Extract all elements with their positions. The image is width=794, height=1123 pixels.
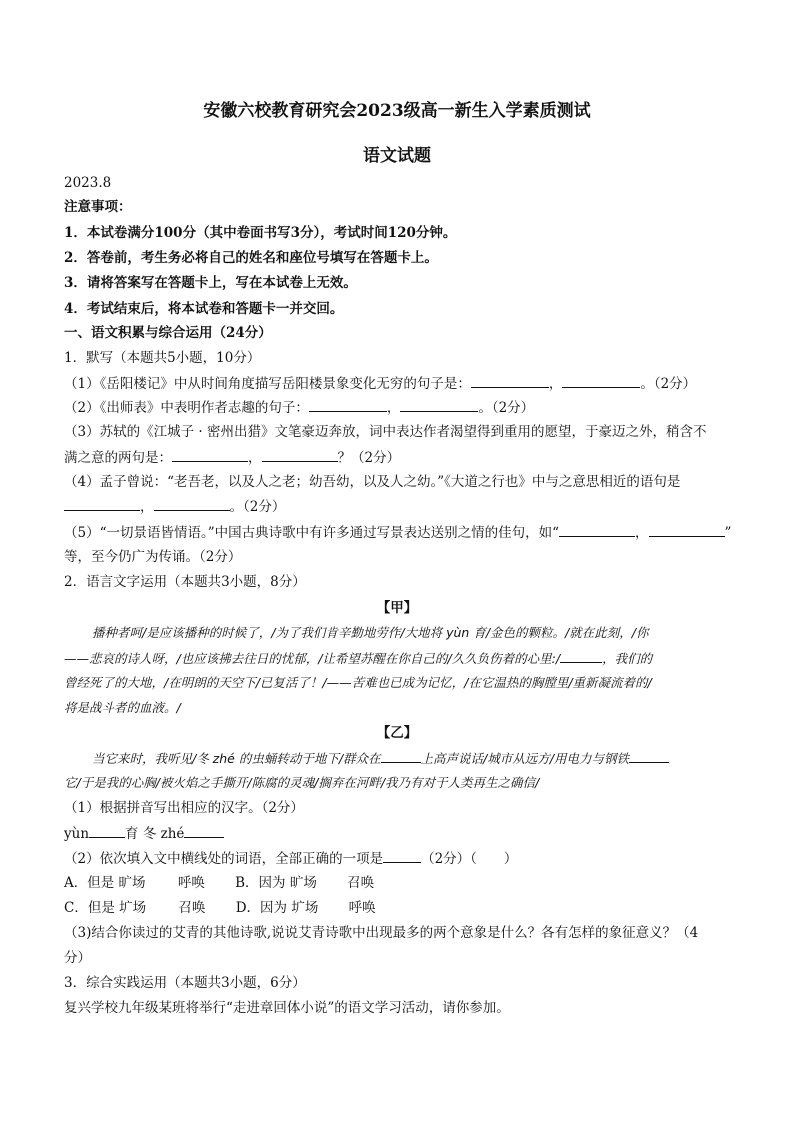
question-text: 等，至今仍广为传诵。（2分）: [64, 549, 242, 565]
passage-label-yi: 【乙】: [376, 725, 418, 741]
exam-subtitle: 语文试题: [363, 146, 431, 166]
question-text: （2）依次填入文中横线处的词语，全部正确的一项是: [64, 851, 384, 867]
option-row: [64, 898, 736, 918]
option-b-2: 召唤: [347, 875, 375, 891]
answer-blank: [471, 373, 549, 388]
answer-blank: [381, 748, 421, 763]
section-heading: 一、语文积累与综合运用（24分）: [64, 325, 272, 341]
option-c: C．但是 圹场: [64, 900, 147, 916]
exam-date: 2023.8: [64, 175, 112, 191]
option-b: B．因为 旷场: [235, 875, 317, 891]
question-text: ”: [724, 525, 732, 541]
answer-blank: [400, 397, 478, 412]
option-a-2: 呼唤: [177, 875, 205, 891]
question-text: 。（2分）: [478, 400, 535, 416]
note-item: 1．本试卷满分100分（其中卷面书写3分），考试时间120分钟。: [64, 225, 457, 241]
pinyin: yùn: [64, 826, 90, 842]
poem-text: ——悲哀的诗人呀，/也应该拂去往日的忧郁，/让希望苏醒在你自己的/久久负伤着的心里:/: [64, 651, 561, 666]
question-line: [64, 496, 736, 517]
note-item: 4．考试结束后，将本试卷和答题卡一并交回。: [64, 301, 344, 317]
option-d-2: 呼唤: [348, 900, 376, 916]
pinyin: 育 冬 zhé: [125, 826, 185, 842]
question-title: 3．综合实践运用（本题共3小题，6分）: [64, 975, 306, 991]
answer-blank: [383, 848, 421, 863]
option-c-2: 召唤: [178, 900, 206, 916]
question-line: [64, 522, 736, 543]
question-text: ？（2分）: [337, 450, 401, 466]
note-item: 3．请将答案写在答题卡上，写在本试卷上无效。: [64, 275, 357, 291]
answer-blank: [89, 823, 125, 838]
poem-line: 曾经死了的大地，/在明朗的天空下/已复活了！/——苦难也已成为记忆，/在它温热的胸膛里/重新凝流着的/: [64, 675, 652, 690]
punct: ，: [140, 499, 154, 515]
question-title: 2．语言文字运用（本题共3小题，8分）: [64, 574, 306, 590]
answer-blank: [64, 496, 140, 511]
answer-blank: [309, 397, 387, 412]
poem-line: [64, 648, 736, 669]
poem-line: 播种者呵/是应该播种的时候了，/为了我们肯辛勤地劳作/大地将 yùn 育/金色的颗粒。/就在此刻，/你: [92, 625, 649, 640]
option-d: D．因为 圹场: [235, 900, 319, 916]
option-row: [64, 873, 736, 893]
punct: ，: [248, 450, 262, 466]
question-text: （5）“一切景语皆情语。”中国古典诗歌中有许多通过写景表达送别之情的佳句，如“: [64, 525, 560, 541]
question-text: 。（2分）: [640, 376, 697, 392]
notes-heading: 注意事项：: [64, 199, 132, 215]
question-text: （4）孟子曾说：“老吾老，以及人之老；幼吾幼，以及人之幼。”《大道之行也》中与之意思相近的语句是: [64, 474, 681, 490]
question-text: （2分）（ ）: [421, 851, 518, 867]
question-text: （3)结合你读过的艾青的其他诗歌,说说艾青诗歌中出现最多的两个意象是什么？各有怎样的象征意义？（4: [64, 925, 699, 941]
poem-text: ，我们的: [602, 651, 653, 666]
note-item: 2．答卷前，考生务必将自己的姓名和座位号填写在答题卡上。: [64, 250, 438, 266]
question-text: 复兴学校九年级某班将举行“走进章回体小说”的语文学习活动，请你参加。: [64, 1000, 510, 1016]
question-line: [64, 447, 736, 468]
answer-blank: [649, 522, 725, 537]
answer-blank: [629, 748, 669, 763]
answer-blank: [560, 648, 602, 663]
question-line: [64, 373, 736, 394]
passage-label-jia: 【甲】: [376, 600, 418, 616]
exam-title: 安徽六校教育研究会2023级高一新生入学素质测试: [203, 101, 591, 121]
answer-blank: [184, 823, 224, 838]
question-line: [64, 823, 736, 844]
punct: ，: [548, 376, 563, 392]
punct: ，: [386, 400, 401, 416]
question-line: [64, 848, 736, 869]
question-text: 满之意的两句是：: [64, 450, 172, 466]
answer-blank: [562, 373, 640, 388]
question-text: （1）根据拼音写出相应的汉字。（2分）: [64, 800, 304, 816]
answer-blank: [172, 447, 248, 462]
question-text: 分）: [64, 950, 91, 966]
punct: ，: [635, 525, 649, 541]
question-text: 。（2分）: [229, 499, 286, 515]
question-title: 1．默写（本题共5小题，10分）: [64, 350, 261, 366]
poem-line: 将是战斗者的血液。/: [64, 700, 181, 715]
question-text: （2）《出师表》中表明作者志趣的句子：: [64, 400, 309, 416]
answer-blank: [262, 447, 338, 462]
poem-line: [92, 748, 736, 769]
option-a: A．但是 旷场: [64, 875, 146, 891]
question-text: （3）苏轼的《江城子 · 密州出猎》文笔豪迈奔放，词中表达作者渴望得到重用的愿望，于豪迈之外，稍含不: [64, 424, 707, 440]
poem-text: 上高声说话/城市从远方/用电力与钢铁: [420, 751, 629, 766]
poem-text: 当它来时，我听见/冬 zhé 的虫蛹转动于地下/群众在: [92, 751, 381, 766]
poem-line: 它/于是我的心胸/被火焰之手撕开/陈腐的灵魂/搁弃在河畔/我乃有对于人类再生之确信/: [64, 775, 540, 790]
answer-blank: [154, 496, 230, 511]
answer-blank: [559, 522, 635, 537]
question-text: （1）《岳阳楼记》中从时间角度描写岳阳楼景象变化无穷的句子是：: [64, 376, 471, 392]
question-line: [64, 397, 736, 418]
